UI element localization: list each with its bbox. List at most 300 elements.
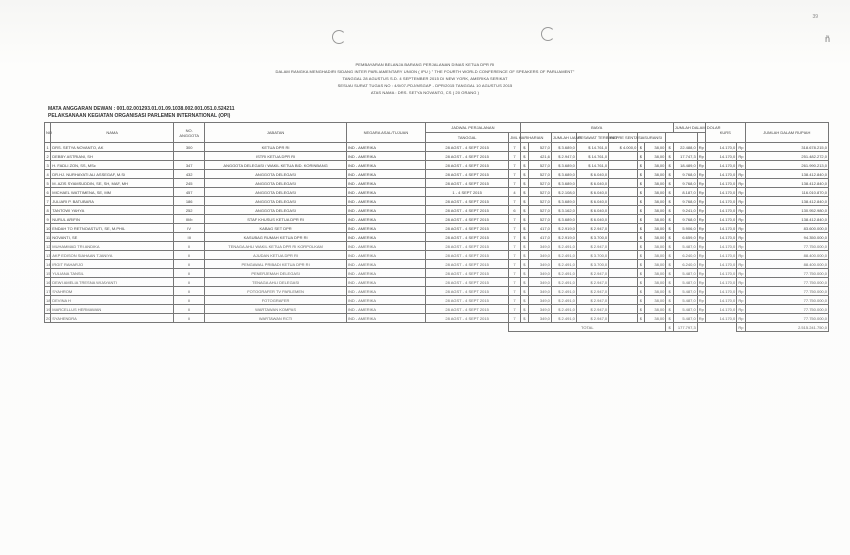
row-asuransi-cell: 38,00 bbox=[644, 179, 666, 188]
row-jumlah-uang-cell: $ 2.919,0 bbox=[551, 233, 576, 242]
row-kurs-cell: 14.170,0 bbox=[706, 296, 737, 305]
row-no-cell: 20 bbox=[46, 315, 51, 321]
col-jabatan: JABATAN bbox=[205, 123, 347, 143]
row-nama-cell: DEWI AMELIA TRESNA WIJAYANTI bbox=[51, 278, 174, 287]
row-kurs-cell: 14.170,0 bbox=[706, 305, 737, 314]
total-spacer bbox=[45, 323, 509, 332]
row-dolar-cur-cell: $ bbox=[666, 215, 673, 224]
total-rupiah-currency: Rp bbox=[738, 324, 744, 330]
row-repre-cell bbox=[609, 161, 638, 170]
row-repre-cell bbox=[609, 251, 638, 260]
row-harian-cur-cell: $ bbox=[520, 233, 528, 242]
row-jabatan-cell: STAF KHUSUS KETUA DPR RI bbox=[205, 215, 347, 224]
row-harian-cell: 527,0 bbox=[529, 215, 552, 224]
row-dolar-cur-cell: $ bbox=[666, 296, 673, 305]
row-jml-hari-cell: 7 bbox=[509, 143, 520, 152]
row-kurs-cell: 14.170,0 bbox=[706, 260, 737, 269]
row-kurs-cur-cell: Rp bbox=[698, 297, 704, 303]
row-asuransi-cur-cell: $ bbox=[639, 180, 643, 186]
row-jml-hari-cell: 7 bbox=[509, 251, 520, 260]
row-jumlah-rupiah-cell: 77.750.000,0 bbox=[745, 269, 828, 278]
row-repre-cell bbox=[609, 197, 638, 206]
row-jumlah-rupiah-cell: 88.400.000,0 bbox=[745, 260, 828, 269]
row-dolar-cur-cell: $ bbox=[666, 179, 673, 188]
row-jumlah-uang-cell: $ 3.689,0 bbox=[551, 143, 576, 152]
row-nama-cell: IRGIT RAHARJO bbox=[51, 260, 174, 269]
row-nama-cell: H. FADLI ZON, SS, MSc bbox=[51, 161, 174, 170]
row-harian-cur-cell: $ bbox=[520, 296, 528, 305]
table-row bbox=[45, 188, 829, 197]
row-jabatan-cell: KABAG SET DPR bbox=[205, 224, 347, 233]
row-tanggal-cell: 28 AGST - 4 SEPT 2015 bbox=[425, 278, 508, 287]
row-asuransi-cur-cell: $ bbox=[639, 153, 643, 159]
row-repre-cell bbox=[609, 215, 638, 224]
row-no-cell: 2 bbox=[46, 153, 49, 159]
row-negara-cell: IND - AMERIKA bbox=[346, 278, 425, 287]
row-repre-cell bbox=[609, 260, 638, 269]
row-jumlah-dolar-cell: 5.487,0 bbox=[673, 269, 697, 278]
row-dolar-cur-cell: $ bbox=[666, 170, 673, 179]
row-jumlah-uang-cell: $ 3.689,0 bbox=[551, 170, 576, 179]
row-no-cell: 14 bbox=[46, 261, 51, 267]
row-repre-cell bbox=[609, 188, 638, 197]
row-jml-hari-cell: 7 bbox=[509, 278, 520, 287]
row-negara-cell: IND - AMERIKA bbox=[346, 197, 425, 206]
row-jml-hari-cell: 7 bbox=[509, 287, 520, 296]
row-pesawat-cell: $ 6.040,0 bbox=[576, 215, 608, 224]
row-rupiah-cur-cell: Rp bbox=[738, 144, 744, 150]
row-jumlah-rupiah-cell: 83.600.000,0 bbox=[745, 224, 828, 233]
row-harian-cell: 349,0 bbox=[529, 305, 552, 314]
row-tanggal-cell: 28 AGST - 4 SEPT 2015 bbox=[425, 224, 508, 233]
total-label: TOTAL bbox=[509, 323, 666, 332]
row-pesawat-cell: $ 2.947,0 bbox=[576, 278, 608, 287]
table-row bbox=[45, 296, 829, 305]
table-row bbox=[45, 251, 829, 260]
row-pesawat-cell: $ 6.040,0 bbox=[576, 197, 608, 206]
row-jabatan-cell: KASUBAG RUMAH KETUA DPR RI bbox=[205, 233, 347, 242]
row-repre-cell bbox=[609, 287, 638, 296]
row-jumlah-dolar-cell: 5.487,0 bbox=[673, 296, 697, 305]
row-asuransi-cell: 38,00 bbox=[644, 188, 666, 197]
row-asuransi-cell: 38,00 bbox=[644, 197, 666, 206]
col-nama: NAMA bbox=[51, 123, 174, 143]
row-jumlah-uang-cell: $ 2.108,0 bbox=[551, 188, 576, 197]
row-dolar-cur-cell: $ bbox=[666, 152, 673, 161]
row-jumlah-uang-cell: $ 2.491,0 bbox=[551, 242, 576, 251]
row-pesawat-cell: $ 6.040,0 bbox=[576, 170, 608, 179]
row-harian-cell: 527,0 bbox=[529, 170, 552, 179]
row-no-anggota-cell: IV bbox=[174, 224, 205, 233]
row-harian-cur-cell: $ bbox=[520, 170, 528, 179]
total-jumlah-dolar: 177.797,3 bbox=[673, 323, 697, 332]
row-jabatan-cell: ANGGOTA DELEGASI bbox=[205, 179, 347, 188]
row-jabatan-cell: WARTAWAN KOMPAS bbox=[205, 305, 347, 314]
row-negara-cell: IND - AMERIKA bbox=[346, 251, 425, 260]
row-no-anggota-cell: 186 bbox=[174, 197, 205, 206]
header-line: TANGGAL 28 AGUSTUS S.D. 4 SEPTEMBER 2015 DI NEW YORK, AMERIKA SERIKAT bbox=[342, 76, 508, 81]
row-jabatan-cell: PENERJEMAH DELEGASI bbox=[205, 269, 347, 278]
row-pesawat-cell: $ 3.700,0 bbox=[576, 251, 608, 260]
col-jumlah-rupiah: JUMLAH DALAM RUPIAH bbox=[745, 123, 828, 143]
row-repre-cell bbox=[609, 170, 638, 179]
row-dolar-cur-cell: $ bbox=[666, 287, 673, 296]
row-jabatan-cell: KETUA DPR RI bbox=[205, 143, 347, 152]
row-asuransi-cell: 38,00 bbox=[644, 296, 666, 305]
row-no-cell: 8 bbox=[46, 207, 49, 213]
row-harian-cell: 349,0 bbox=[529, 260, 552, 269]
row-no-cell: 10 bbox=[46, 225, 51, 231]
row-harian-cell: 527,0 bbox=[529, 206, 552, 215]
row-pesawat-cell: $ 6.040,0 bbox=[576, 179, 608, 188]
row-pesawat-cell: $ 14.761,0 bbox=[576, 152, 608, 161]
row-kurs-cur-cell: Rp bbox=[698, 207, 704, 213]
row-nama-cell: ENDAH TO RETNOASTUTI, SE, M.PHIL bbox=[51, 224, 174, 233]
row-jumlah-dolar-cell: 18.489,0 bbox=[673, 161, 697, 170]
punch-hole-mark bbox=[541, 27, 555, 41]
row-nama-cell: MICHAEL WATTIMENA, SE, MM bbox=[51, 188, 174, 197]
row-negara-cell: IND - AMERIKA bbox=[346, 215, 425, 224]
row-tanggal-cell: 28 AGST - 4 SEPT 2015 bbox=[425, 269, 508, 278]
table-row bbox=[45, 305, 829, 314]
row-no-anggota-cell: II bbox=[174, 314, 205, 323]
row-kurs-cur-cell: Rp bbox=[698, 261, 704, 267]
row-kurs-cell: 14.170,0 bbox=[706, 188, 737, 197]
row-pesawat-cell: $ 6.040,0 bbox=[576, 188, 608, 197]
row-jumlah-uang-cell: $ 3.162,0 bbox=[551, 206, 576, 215]
row-jumlah-uang-cell: $ 2.491,0 bbox=[551, 251, 576, 260]
row-asuransi-cur-cell: $ bbox=[639, 306, 643, 312]
row-jml-hari-cell: 7 bbox=[509, 260, 520, 269]
row-asuransi-cell: 38,00 bbox=[644, 269, 666, 278]
row-repre-cell bbox=[609, 242, 638, 251]
row-repre-cell bbox=[609, 269, 638, 278]
row-tanggal-cell: 1 - 4 SEPT 2015 bbox=[425, 188, 508, 197]
row-no-cell: 17 bbox=[46, 288, 51, 294]
row-kurs-cell: 14.170,0 bbox=[706, 206, 737, 215]
row-no-anggota-cell: III/b bbox=[174, 215, 205, 224]
row-jabatan-cell: ANGGOTA DELEGASI bbox=[205, 188, 347, 197]
row-jml-hari-cell: 7 bbox=[509, 161, 520, 170]
table-row bbox=[45, 206, 829, 215]
row-harian-cur-cell: $ bbox=[520, 305, 528, 314]
table-row bbox=[45, 152, 829, 161]
row-jabatan-cell: PENGAWAL PRIBADI KETUA DPR RI bbox=[205, 260, 347, 269]
row-pesawat-cell: $ 6.040,0 bbox=[576, 206, 608, 215]
row-jumlah-dolar-cell: 5.487,0 bbox=[673, 287, 697, 296]
row-harian-cell: 527,0 bbox=[529, 143, 552, 152]
row-kurs-cur-cell: Rp bbox=[698, 171, 704, 177]
total-dolar-currency: $ bbox=[666, 323, 673, 332]
row-negara-cell: IND - AMERIKA bbox=[346, 170, 425, 179]
row-nama-cell: YULIANA TANSIL bbox=[51, 269, 174, 278]
row-rupiah-cur-cell: Rp bbox=[738, 315, 744, 321]
row-repre-cell bbox=[609, 233, 638, 242]
row-harian-cell: 527,0 bbox=[529, 188, 552, 197]
row-asuransi-cell: 38,00 bbox=[644, 251, 666, 260]
row-tanggal-cell: 28 AGST - 4 SEPT 2015 bbox=[425, 296, 508, 305]
row-repre-cell bbox=[609, 278, 638, 287]
col-kurs: KURS bbox=[706, 123, 746, 143]
col-jml-hari: JML HARI bbox=[509, 133, 520, 143]
row-jumlah-rupiah-cell: 77.750.000,0 bbox=[745, 287, 828, 296]
row-repre-cell bbox=[609, 224, 638, 233]
row-jml-hari-cell: 7 bbox=[509, 305, 520, 314]
row-jumlah-uang-cell: $ 2.491,0 bbox=[551, 269, 576, 278]
row-no-anggota-cell: 457 bbox=[174, 188, 205, 197]
row-no-cell: 19 bbox=[46, 306, 51, 312]
row-kurs-cur-cell: Rp bbox=[698, 225, 704, 231]
row-kurs-cell: 14.170,0 bbox=[706, 287, 737, 296]
row-negara-cell: IND - AMERIKA bbox=[346, 152, 425, 161]
row-nama-cell: AKP EDISON SIAHAAN TJANIYA bbox=[51, 251, 174, 260]
row-kurs-cur-cell: Rp bbox=[698, 153, 704, 159]
row-harian-cell: 421,6 bbox=[529, 152, 552, 161]
col-jumlah-uang: JUMLAH UANG bbox=[551, 133, 576, 143]
row-tanggal-cell: 28 AGST - 4 SEPT 2015 bbox=[425, 260, 508, 269]
row-asuransi-cur-cell: $ bbox=[639, 279, 643, 285]
table-row bbox=[45, 170, 829, 179]
row-tanggal-cell: 28 AGST - 4 SEPT 2015 bbox=[425, 233, 508, 242]
row-asuransi-cell: 38,00 bbox=[644, 278, 666, 287]
row-asuransi-cur-cell: $ bbox=[639, 261, 643, 267]
row-dolar-cur-cell: $ bbox=[666, 251, 673, 260]
row-jumlah-dolar-cell: 9.768,0 bbox=[673, 179, 697, 188]
row-dolar-cur-cell: $ bbox=[666, 260, 673, 269]
row-harian-cur-cell: $ bbox=[520, 260, 528, 269]
row-harian-cell: 349,0 bbox=[529, 251, 552, 260]
row-nama-cell: JULIARI P. BATUBARA bbox=[51, 197, 174, 206]
row-kurs-cur-cell: Rp bbox=[698, 279, 704, 285]
row-harian-cur-cell: $ bbox=[520, 269, 528, 278]
row-jumlah-dolar-cell: 9.768,0 bbox=[673, 215, 697, 224]
row-asuransi-cell: 38,00 bbox=[644, 260, 666, 269]
row-no-anggota-cell: II bbox=[174, 296, 205, 305]
col-asuransi: ASURANSI bbox=[638, 133, 666, 143]
col-no: NO bbox=[45, 123, 51, 143]
row-dolar-cur-cell: $ bbox=[666, 161, 673, 170]
header-line: DALAM RANGKA MENGHADIRI SIDANG INTER PARLIAMENTARY UNION ( IPU ) " THE FOURTH WORLD CONFERENCE OF SPEAKERS OF PARLIAMENT" bbox=[275, 69, 575, 74]
row-negara-cell: IND - AMERIKA bbox=[346, 143, 425, 152]
total-kurs-blank bbox=[697, 323, 737, 332]
row-tanggal-cell: 28 AGST - 4 SEPT 2015 bbox=[425, 143, 508, 152]
row-kurs-cur-cell: Rp bbox=[698, 216, 704, 222]
row-tanggal-cell: 28 AGST - 4 SEPT 2015 bbox=[425, 305, 508, 314]
col-no-anggota: NO. ANGGOTA bbox=[174, 123, 205, 143]
row-dolar-cur-cell: $ bbox=[666, 269, 673, 278]
row-tanggal-cell: 28 AGST - 4 SEPT 2015 bbox=[425, 179, 508, 188]
row-rupiah-cur-cell: Rp bbox=[738, 288, 744, 294]
row-negara-cell: IND - AMERIKA bbox=[346, 233, 425, 242]
row-no-cell: 15 bbox=[46, 270, 51, 276]
row-jumlah-rupiah-cell: 138.412.840,0 bbox=[745, 215, 828, 224]
row-dolar-cur-cell: $ bbox=[666, 197, 673, 206]
row-harian-cur-cell: $ bbox=[520, 179, 528, 188]
row-pesawat-cell: $ 2.947,0 bbox=[576, 287, 608, 296]
row-negara-cell: IND - AMERIKA bbox=[346, 287, 425, 296]
row-asuransi-cell: 38,00 bbox=[644, 206, 666, 215]
row-rupiah-cur-cell: Rp bbox=[738, 234, 744, 240]
row-asuransi-cell: 38,00 bbox=[644, 233, 666, 242]
row-no-anggota-cell: II bbox=[174, 251, 205, 260]
row-repre-cell bbox=[609, 314, 638, 323]
row-no-cell: 18 bbox=[46, 297, 51, 303]
row-jml-hari-cell: 7 bbox=[509, 170, 520, 179]
row-dolar-cur-cell: $ bbox=[666, 305, 673, 314]
row-dolar-cur-cell: $ bbox=[666, 206, 673, 215]
table-row bbox=[45, 215, 829, 224]
row-kurs-cur-cell: Rp bbox=[698, 162, 704, 168]
row-asuransi-cell: 38,00 bbox=[644, 224, 666, 233]
header-line: ATAS NAMA : DRS. SETYA NOVANTO, CS ( 20 ORANG ) bbox=[370, 90, 480, 95]
row-kurs-cur-cell: Rp bbox=[698, 198, 704, 204]
row-negara-cell: IND - AMERIKA bbox=[346, 179, 425, 188]
row-asuransi-cell: 38,00 bbox=[644, 152, 666, 161]
row-nama-cell: M. AZIS SYAMSUDDIN, SE, SH, MAF, MH bbox=[51, 179, 174, 188]
row-asuransi-cur-cell: $ bbox=[639, 189, 643, 195]
row-rupiah-cur-cell: Rp bbox=[738, 270, 744, 276]
header-line: SESUAI SURAT TUGAS NO : 4/0/07-PDJ/MSGAP - DPR/2015 TANGGAL 10 AGUSTUS 2015 bbox=[337, 83, 513, 88]
row-rupiah-cur-cell: Rp bbox=[738, 252, 744, 258]
row-jumlah-rupiah-cell: 261.990.213,0 bbox=[745, 161, 828, 170]
row-jumlah-dolar-cell: 6.240,0 bbox=[673, 260, 697, 269]
table-row bbox=[45, 260, 829, 269]
row-jumlah-dolar-cell: 9.768,0 bbox=[673, 197, 697, 206]
row-asuransi-cell: 38,00 bbox=[644, 305, 666, 314]
row-negara-cell: IND - AMERIKA bbox=[346, 188, 425, 197]
row-jumlah-uang-cell: $ 2.491,0 bbox=[551, 305, 576, 314]
row-jabatan-cell: WARTAWAN RCTI bbox=[205, 314, 347, 323]
row-pesawat-cell: $ 2.947,0 bbox=[576, 296, 608, 305]
row-harian-cell: 349,0 bbox=[529, 242, 552, 251]
row-no-cell: 11 bbox=[46, 234, 51, 240]
row-harian-cell: 349,0 bbox=[529, 278, 552, 287]
row-jml-hari-cell: 7 bbox=[509, 233, 520, 242]
table-row bbox=[45, 143, 829, 152]
row-negara-cell: IND - AMERIKA bbox=[346, 260, 425, 269]
row-jumlah-rupiah-cell: 138.412.840,0 bbox=[745, 170, 828, 179]
table-row bbox=[45, 314, 829, 323]
row-nama-cell: SYAHROM bbox=[51, 287, 174, 296]
row-dolar-cur-cell: $ bbox=[666, 242, 673, 251]
row-pesawat-cell: $ 2.947,0 bbox=[576, 242, 608, 251]
row-kurs-cell: 14.170,0 bbox=[706, 269, 737, 278]
table-row bbox=[45, 233, 829, 242]
row-nama-cell: TANTOWI YAHYA bbox=[51, 206, 174, 215]
row-jumlah-dolar-cell: 9.241,0 bbox=[673, 206, 697, 215]
row-no-anggota-cell: II bbox=[174, 278, 205, 287]
row-no-cell: 9 bbox=[46, 216, 49, 222]
row-tanggal-cell: 28 AGST - 4 SEPT 2015 bbox=[425, 152, 508, 161]
row-no-cell: 12 bbox=[46, 243, 51, 249]
row-asuransi-cur-cell: $ bbox=[639, 162, 643, 168]
row-nama-cell: DRS. SETYA NOVANTO, AK bbox=[51, 143, 174, 152]
row-jabatan-cell: ANGGOTA DELEGASI bbox=[205, 197, 347, 206]
row-repre-cell bbox=[609, 179, 638, 188]
header-line: PEMBAYARAN BELANJA BARANG PERJALANAN DINAS KETUA DPR RI bbox=[355, 62, 495, 67]
row-asuransi-cell: 38,00 bbox=[644, 314, 666, 323]
col-jumlah-dolar-sub bbox=[666, 133, 697, 143]
row-no-cell: 1 bbox=[46, 144, 49, 150]
row-no-anggota-cell bbox=[174, 152, 205, 161]
row-negara-cell: IND - AMERIKA bbox=[346, 269, 425, 278]
row-jumlah-dolar-cell: 5.487,0 bbox=[673, 242, 697, 251]
row-repre-cell bbox=[609, 206, 638, 215]
row-dolar-cur-cell: $ bbox=[666, 143, 673, 152]
row-kurs-cell: 14.170,0 bbox=[706, 143, 737, 152]
row-kurs-cell: 14.170,0 bbox=[706, 161, 737, 170]
row-jml-hari-cell: 7 bbox=[509, 296, 520, 305]
row-harian-cur-cell: $ bbox=[520, 143, 528, 152]
row-no-anggota-cell: 432 bbox=[174, 170, 205, 179]
row-kurs-cur-cell: Rp bbox=[698, 270, 704, 276]
handwritten-mark: ñ bbox=[824, 34, 830, 44]
row-harian-cell: 349,0 bbox=[529, 269, 552, 278]
row-dolar-cur-cell: $ bbox=[666, 188, 673, 197]
row-kurs-cell: 14.170,0 bbox=[706, 224, 737, 233]
row-harian-cell: 527,0 bbox=[529, 161, 552, 170]
row-asuransi-cell: 38,00 bbox=[644, 215, 666, 224]
row-jumlah-dolar-cell: 17.747,3 bbox=[673, 152, 697, 161]
row-nama-cell: NOVANTI, SE bbox=[51, 233, 174, 242]
row-nama-cell: SYAHENDRA bbox=[51, 314, 174, 323]
row-rupiah-cur-cell: Rp bbox=[738, 243, 744, 249]
row-jumlah-dolar-cell: 5.487,0 bbox=[673, 305, 697, 314]
row-jumlah-rupiah-cell: 94.350.000,0 bbox=[745, 233, 828, 242]
row-jumlah-uang-cell: $ 2.491,0 bbox=[551, 278, 576, 287]
row-rupiah-cur-cell: Rp bbox=[738, 261, 744, 267]
row-jumlah-uang-cell: $ 3.689,0 bbox=[551, 197, 576, 206]
row-harian-cell: 349,0 bbox=[529, 287, 552, 296]
row-harian-cur-cell: $ bbox=[520, 278, 528, 287]
row-jumlah-uang-cell: $ 2.491,0 bbox=[551, 287, 576, 296]
row-jml-hari-cell: 7 bbox=[509, 224, 520, 233]
row-negara-cell: IND - AMERIKA bbox=[346, 224, 425, 233]
row-jumlah-dolar-cell: 5.487,0 bbox=[673, 278, 697, 287]
row-jumlah-dolar-cell: 6.659,0 bbox=[673, 233, 697, 242]
row-repre-cell bbox=[609, 152, 638, 161]
row-asuransi-cur-cell: $ bbox=[639, 198, 643, 204]
row-jumlah-dolar-cell: 5.906,0 bbox=[673, 224, 697, 233]
table-row bbox=[45, 197, 829, 206]
row-kurs-cur-cell: Rp bbox=[698, 315, 704, 321]
row-jumlah-dolar-cell: 22.488,0 bbox=[673, 143, 697, 152]
table-row bbox=[45, 269, 829, 278]
row-no-cell: 3 bbox=[46, 162, 49, 168]
row-harian-cell: 417,0 bbox=[529, 233, 552, 242]
row-harian-cell: 417,0 bbox=[529, 224, 552, 233]
row-jml-hari-cell: 7 bbox=[509, 314, 520, 323]
row-no-anggota-cell: II bbox=[174, 287, 205, 296]
table-row bbox=[45, 179, 829, 188]
row-kurs-cell: 14.170,0 bbox=[706, 233, 737, 242]
row-jabatan-cell: ANGGOTA DELEGASI bbox=[205, 170, 347, 179]
row-jumlah-rupiah-cell: 138.412.840,0 bbox=[745, 197, 828, 206]
row-kurs-cell: 14.170,0 bbox=[706, 251, 737, 260]
row-dolar-cur-cell: $ bbox=[666, 278, 673, 287]
row-jml-hari-cell: 7 bbox=[509, 215, 520, 224]
row-rupiah-cur-cell: Rp bbox=[738, 216, 744, 222]
row-rupiah-cur-cell: Rp bbox=[738, 171, 744, 177]
row-negara-cell: IND - AMERIKA bbox=[346, 296, 425, 305]
row-asuransi-cur-cell: $ bbox=[639, 297, 643, 303]
row-jumlah-rupiah-cell: 77.750.000,0 bbox=[745, 242, 828, 251]
row-no-anggota-cell: II bbox=[174, 260, 205, 269]
row-rupiah-cur-cell: Rp bbox=[738, 279, 744, 285]
row-harian-cell: 527,0 bbox=[529, 179, 552, 188]
row-negara-cell: IND - AMERIKA bbox=[346, 242, 425, 251]
row-harian-cur-cell: $ bbox=[520, 224, 528, 233]
